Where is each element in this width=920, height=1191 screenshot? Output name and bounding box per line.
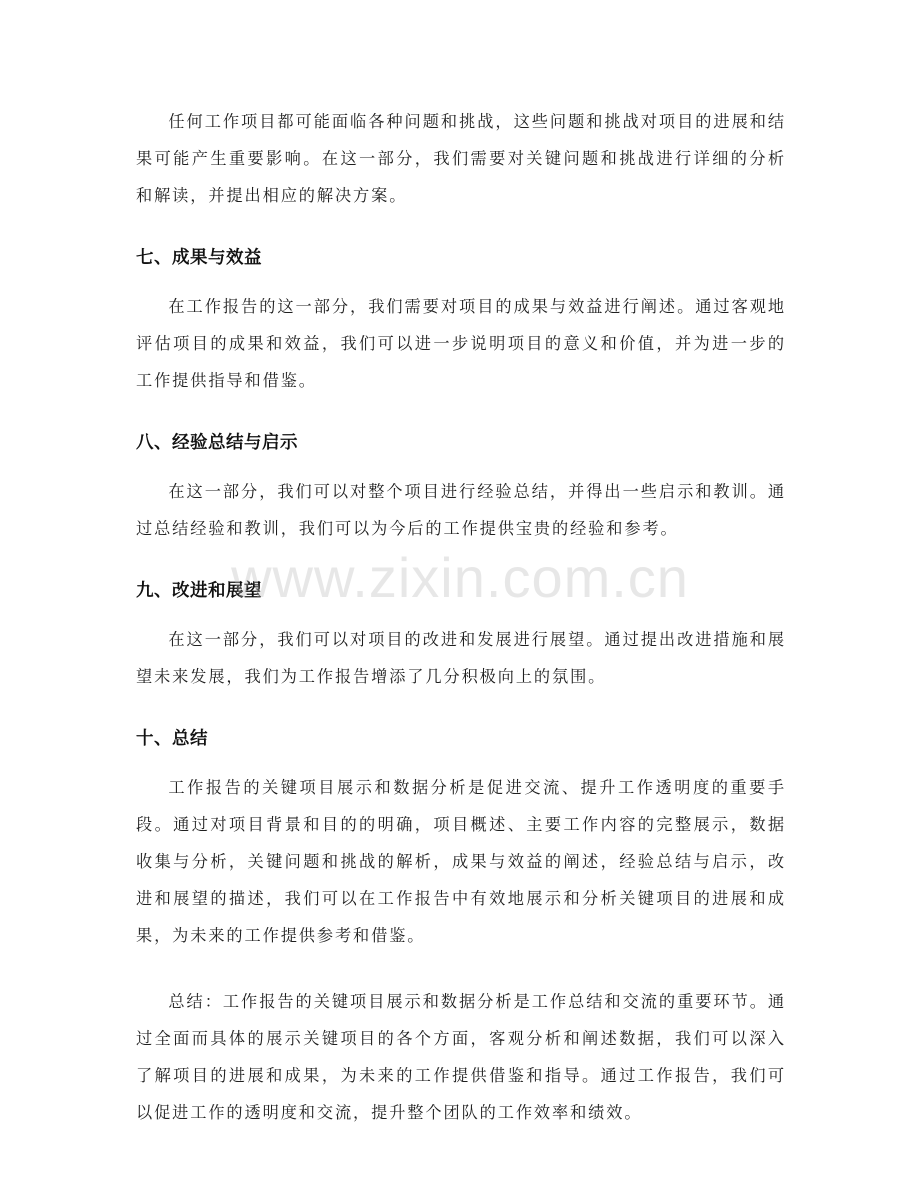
heading-summary: 十、总结	[136, 729, 208, 749]
paragraph-improvement-outlook: 在这一部分，我们可以对项目的改进和发展进行展望。通过提出改进措施和展望未来发展，我们为工作报告增添了几分积极向上的氛围。	[136, 630, 786, 686]
document-body	[136, 103, 786, 1160]
paragraph-final-conclusion: 总结：工作报告的关键项目展示和数据分析是工作总结和交流的重要环节。通过全面而具体的展示关键项目的各个方面，客观分析和阐述数据，我们可以深入了解项目的进展和成果，为未来的工作提供借鉴和指导。通过工作报告，我们可以促进工作的透明度和交流，提升整个团队的工作效率和绩效。	[136, 992, 786, 1122]
paragraph-lessons-learned: 在这一部分，我们可以对整个项目进行经验总结，并得出一些启示和教训。通过总结经验和教训，我们可以为今后的工作提供宝贵的经验和参考。	[136, 482, 786, 538]
heading-improvement-outlook: 九、改进和展望	[136, 581, 262, 601]
heading-results-benefits: 七、成果与效益	[136, 248, 262, 268]
paragraph-summary: 工作报告的关键项目展示和数据分析是促进交流、提升工作透明度的重要手段。通过对项目背景和目的的明确，项目概述、主要工作内容的完整展示，数据收集与分析，关键问题和挑战的解析，成果与效益的阐述，经验总结与启示，改进和展望的描述，我们可以在工作报告中有效地展示和分析关键项目的进展和成果，为未来的工作提供参考和借鉴。	[136, 778, 786, 945]
paragraph-results-benefits: 在工作报告的这一部分，我们需要对项目的成果与效益进行阐述。通过客观地评估项目的成果和效益，我们可以进一步说明项目的意义和价值，并为进一步的工作提供指导和借鉴。	[136, 297, 786, 390]
heading-lessons-learned: 八、经验总结与启示	[136, 433, 298, 453]
watermark: www.zixin.com.cn	[231, 546, 689, 609]
paragraph-challenges: 任何工作项目都可能面临各种问题和挑战，这些问题和挑战对项目的进展和结果可能产生重要影响。在这一部分，我们需要对关键问题和挑战进行详细的分析和解读，并提出相应的解决方案。	[136, 112, 786, 205]
